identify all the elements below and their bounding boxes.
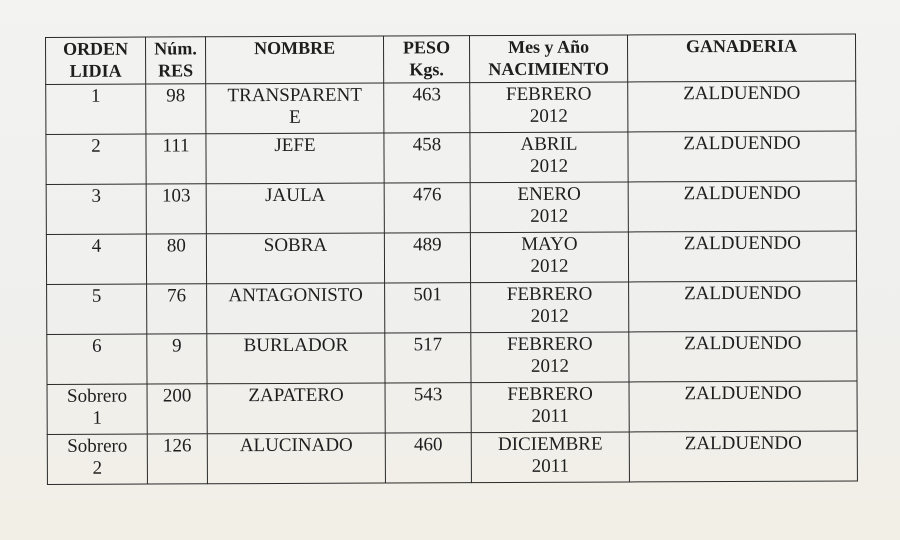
weight-value: 458 xyxy=(412,134,442,156)
res-number: 103 xyxy=(161,185,191,207)
bull-name: TRANSPARENT xyxy=(227,84,363,107)
ganaderia-cell xyxy=(629,381,857,432)
peso-cell xyxy=(385,283,471,333)
header-peso: PESO Kgs. xyxy=(383,36,469,83)
peso-cell xyxy=(384,83,470,133)
ranch-name: ZALDUENDO xyxy=(684,382,802,405)
bull-name: BURLADOR xyxy=(243,334,349,357)
orden-cell xyxy=(47,284,147,334)
nacimiento-cell xyxy=(470,182,628,233)
weight-value: 517 xyxy=(413,334,443,356)
nacimiento-cell xyxy=(470,232,628,283)
ganaderia-cell xyxy=(628,181,856,232)
orden-value: 2 xyxy=(92,457,103,479)
weight-value: 463 xyxy=(412,84,442,106)
table-header-row xyxy=(46,34,856,85)
res-number: 9 xyxy=(172,335,182,357)
res-number: 200 xyxy=(162,385,192,407)
orden-cell xyxy=(46,184,146,234)
res-number: 80 xyxy=(166,235,186,257)
orden-value: 1 xyxy=(90,85,101,107)
birth-month: ABRIL xyxy=(520,133,578,155)
orden-value: 1 xyxy=(92,407,102,429)
ganaderia-cell xyxy=(629,331,857,382)
nombre-cell xyxy=(207,383,385,434)
peso-cell xyxy=(385,383,471,433)
res-cell xyxy=(146,84,206,134)
orden-cell xyxy=(47,334,147,384)
orden-value: 4 xyxy=(91,235,102,257)
bull-name: ANTAGONISTO xyxy=(228,284,363,307)
header-nacimiento: Mes y Año NACIMIENTO xyxy=(469,35,627,83)
orden-cell xyxy=(46,84,146,134)
bull-name: ALUCINADO xyxy=(239,434,353,457)
header-num-res: Núm. RES xyxy=(146,37,206,84)
bull-name: JAULA xyxy=(265,184,326,207)
nacimiento-cell xyxy=(470,132,628,183)
orden-cell xyxy=(47,384,147,434)
birth-month: FEBRERO xyxy=(507,383,593,405)
res-cell xyxy=(147,284,207,334)
birth-year: 2012 xyxy=(529,105,568,127)
bull-name: E xyxy=(288,106,301,128)
nombre-cell xyxy=(206,183,384,234)
peso-cell xyxy=(385,433,471,483)
ganaderia-cell xyxy=(629,281,857,332)
orden-value: 6 xyxy=(92,335,102,357)
ganaderia-cell xyxy=(628,81,856,132)
peso-cell xyxy=(384,183,470,233)
nacimiento-cell xyxy=(471,382,629,433)
nacimiento-cell xyxy=(471,432,629,483)
orden-value: 5 xyxy=(91,285,102,307)
res-cell xyxy=(147,434,207,484)
birth-year: 2012 xyxy=(530,155,569,177)
birth-month: MAYO xyxy=(521,233,578,255)
ganaderia-cell xyxy=(628,231,856,282)
birth-year: 2012 xyxy=(530,355,569,377)
table-row xyxy=(47,281,857,335)
res-number: 76 xyxy=(167,285,187,307)
nombre-cell xyxy=(207,283,385,334)
orden-value: Sobrero xyxy=(66,385,128,407)
birth-month: FEBRERO xyxy=(507,333,593,355)
orden-value: 3 xyxy=(91,185,101,207)
table-row xyxy=(46,231,856,285)
table-body xyxy=(46,81,858,485)
ranch-name: ZALDUENDO xyxy=(684,282,802,305)
orden-value: 2 xyxy=(91,135,101,157)
nombre-cell xyxy=(206,233,384,284)
orden-value: Sobrero xyxy=(67,435,128,457)
orden-cell xyxy=(46,134,146,184)
res-number: 126 xyxy=(162,435,192,457)
nombre-cell xyxy=(207,333,385,384)
birth-year: 2012 xyxy=(530,305,569,327)
birth-month: DICIEMBRE xyxy=(497,433,603,456)
res-cell xyxy=(146,234,206,284)
ranch-name: ZALDUENDO xyxy=(683,232,802,255)
nacimiento-cell xyxy=(470,82,628,133)
res-cell xyxy=(146,184,206,234)
table-row xyxy=(47,331,857,385)
res-cell xyxy=(146,134,206,184)
ranch-name: ZALDUENDO xyxy=(683,182,801,205)
header-nombre: NOMBRE xyxy=(206,36,384,84)
birth-year: 2012 xyxy=(530,255,569,277)
weight-value: 460 xyxy=(413,434,443,456)
bull-lineup-table xyxy=(45,33,858,485)
weight-value: 476 xyxy=(412,184,442,206)
ganaderia-cell xyxy=(628,131,856,182)
ganaderia-cell xyxy=(629,431,857,482)
nombre-cell xyxy=(206,83,384,134)
res-cell xyxy=(147,384,207,434)
header-orden-lidia: ORDEN LIDIA xyxy=(46,37,146,84)
birth-year: 2012 xyxy=(530,205,569,227)
nombre-cell xyxy=(207,433,385,484)
ranch-name: ZALDUENDO xyxy=(684,332,802,355)
ranch-name: ZALDUENDO xyxy=(684,432,802,455)
birth-month: ENERO xyxy=(517,183,581,205)
orden-cell xyxy=(46,234,146,284)
weight-value: 489 xyxy=(413,234,442,256)
orden-cell xyxy=(47,434,147,484)
weight-value: 543 xyxy=(413,384,443,406)
bull-name: JEFE xyxy=(274,134,316,157)
peso-cell xyxy=(384,133,470,183)
nombre-cell xyxy=(206,133,384,184)
birth-year: 2011 xyxy=(531,455,570,477)
peso-cell xyxy=(384,233,470,283)
res-number: 111 xyxy=(162,135,190,157)
weight-value: 501 xyxy=(413,284,442,306)
bull-name: SOBRA xyxy=(263,234,328,257)
table-row xyxy=(46,81,856,135)
ranch-name: ZALDUENDO xyxy=(683,132,801,155)
table-row xyxy=(46,181,856,235)
table-row xyxy=(46,131,856,185)
birth-month: FEBRERO xyxy=(505,83,592,105)
res-number: 98 xyxy=(166,85,186,107)
birth-month: FEBRERO xyxy=(506,283,593,305)
nacimiento-cell xyxy=(471,282,629,333)
birth-year: 2011 xyxy=(531,405,569,427)
res-cell xyxy=(147,334,207,384)
peso-cell xyxy=(385,333,471,383)
header-ganaderia: GANADERIA xyxy=(627,34,855,82)
nacimiento-cell xyxy=(471,332,629,383)
table-row xyxy=(47,381,857,435)
bull-name: ZAPATERO xyxy=(248,384,344,407)
table-row xyxy=(47,431,857,485)
ranch-name: ZALDUENDO xyxy=(683,82,801,105)
